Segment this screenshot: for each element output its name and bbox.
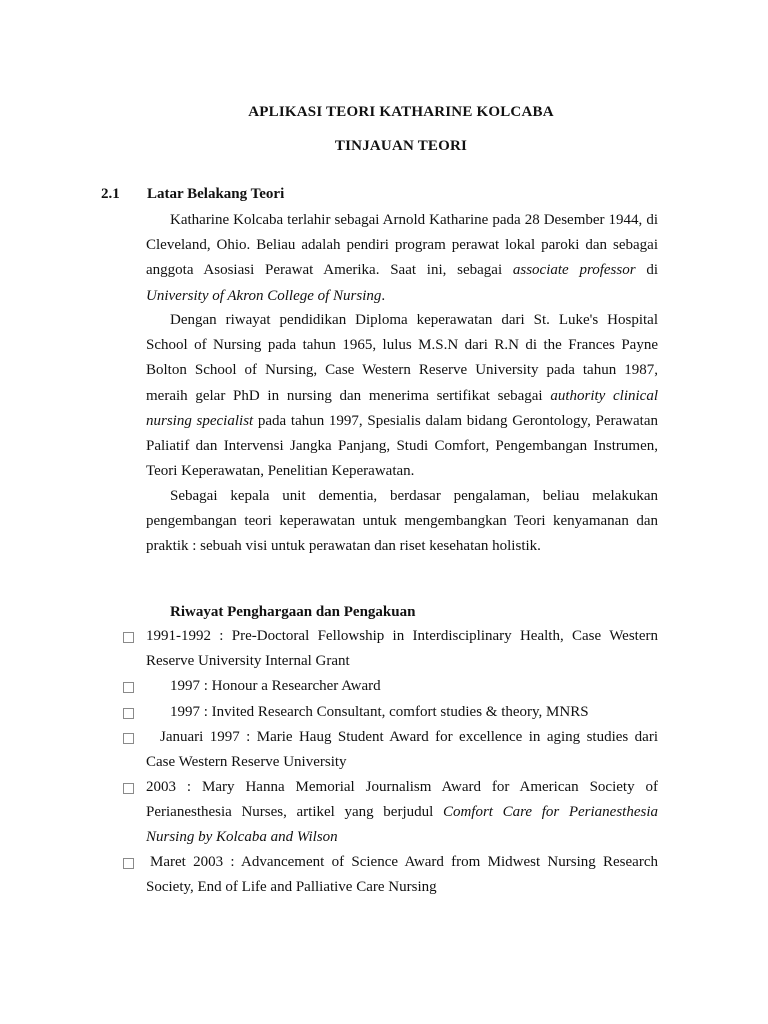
bullet-icon	[123, 632, 134, 643]
award-item	[146, 850, 658, 900]
award-item	[146, 775, 658, 851]
award-text: 1991-1992 : Pre-Doctoral Fellowship in Interdisciplinary Health, Case Western Reserve University Internal Grant	[146, 628, 658, 670]
paragraph-text: Dengan riwayat pendidikan Diploma keperawatan dari St. Luke's Hospital School of Nursing pada tahun 1965, lulus M.S.N dari R.N di the Frances Payne Bolton School of Nursing, Case Western Reserve University pada tahun 1987, meraih gelar PhD in nursing dan menerima sertifikat sebagai	[146, 312, 658, 404]
bullet-icon	[123, 858, 134, 869]
paragraph-italic: University of Akron College of Nursing	[146, 287, 382, 304]
awards-heading: Riwayat Penghargaan dan Pengakuan	[170, 604, 416, 620]
paragraph-italic: associate professor	[512, 262, 636, 279]
award-item	[146, 700, 658, 725]
document-subtitle: TINJAUAN TEORI	[334, 138, 468, 154]
section-heading: Latar Belakang Teori	[147, 186, 285, 202]
paragraph-text: Katharine Kolcaba terlahir sebagai Arnold Katharine pada 28 Desember 1944, di Cleveland, Ohio. Beliau adalah pendiri program perawat lokal paroki dan sebagai anggota Asosiasi Perawat Amerika. Saat ini, sebagai	[146, 212, 658, 279]
paragraph-education	[146, 308, 658, 484]
section-number: 2.1	[101, 186, 120, 202]
paragraph-biography	[146, 208, 658, 309]
paragraph-dementia	[146, 484, 658, 560]
award-item	[146, 674, 658, 699]
bullet-icon	[123, 708, 134, 719]
award-text: Januari 1997 : Marie Haug Student Award for excellence in aging studies dari Case Western Reserve University	[146, 729, 658, 771]
award-italic: Comfort Care for Perianesthesia Nursing by Kolcaba and Wilson	[146, 804, 659, 846]
award-item	[146, 624, 658, 674]
bullet-icon	[123, 733, 134, 744]
award-text: 1997 : Invited Research Consultant, comfort studies & theory, MNRS	[170, 704, 589, 720]
paragraph-text: .	[381, 287, 386, 304]
paragraph-text: pada tahun 1997, Spesialis dalam bidang Gerontology, Perawatan Paliatif dan Intervensi Jangka Panjang, Studi Comfort, Pengembangan Instrumen, Teori Keperawatan, Penelitian Keperawatan.	[146, 412, 658, 480]
document-title: APLIKASI TEORI KATHARINE KOLCABA	[248, 104, 554, 120]
award-text: Maret 2003 : Advancement of Science Award from Midwest Nursing Research Society, End of Life and Palliative Care Nursing	[146, 854, 658, 896]
paragraph-text: Sebagai kepala unit dementia, berdasar pengalaman, beliau melakukan pengembangan teori keperawatan untuk mengembangkan Teori kenyamanan dan praktik : sebuah visi untuk perawatan dan riset kesehatan holistik.	[146, 488, 658, 555]
award-text: 1997 : Honour a Researcher Award	[170, 678, 381, 694]
bullet-icon	[123, 783, 134, 794]
paragraph-text: di	[635, 262, 658, 279]
award-item	[146, 725, 658, 775]
paragraph-italic: authority clinical nursing specialist	[146, 387, 659, 429]
award-text: 2003 : Mary Hanna Memorial Journalism Award for American Society of Perianesthesia Nurses, artikel yang berjudul	[146, 779, 658, 821]
bullet-icon	[123, 682, 134, 693]
